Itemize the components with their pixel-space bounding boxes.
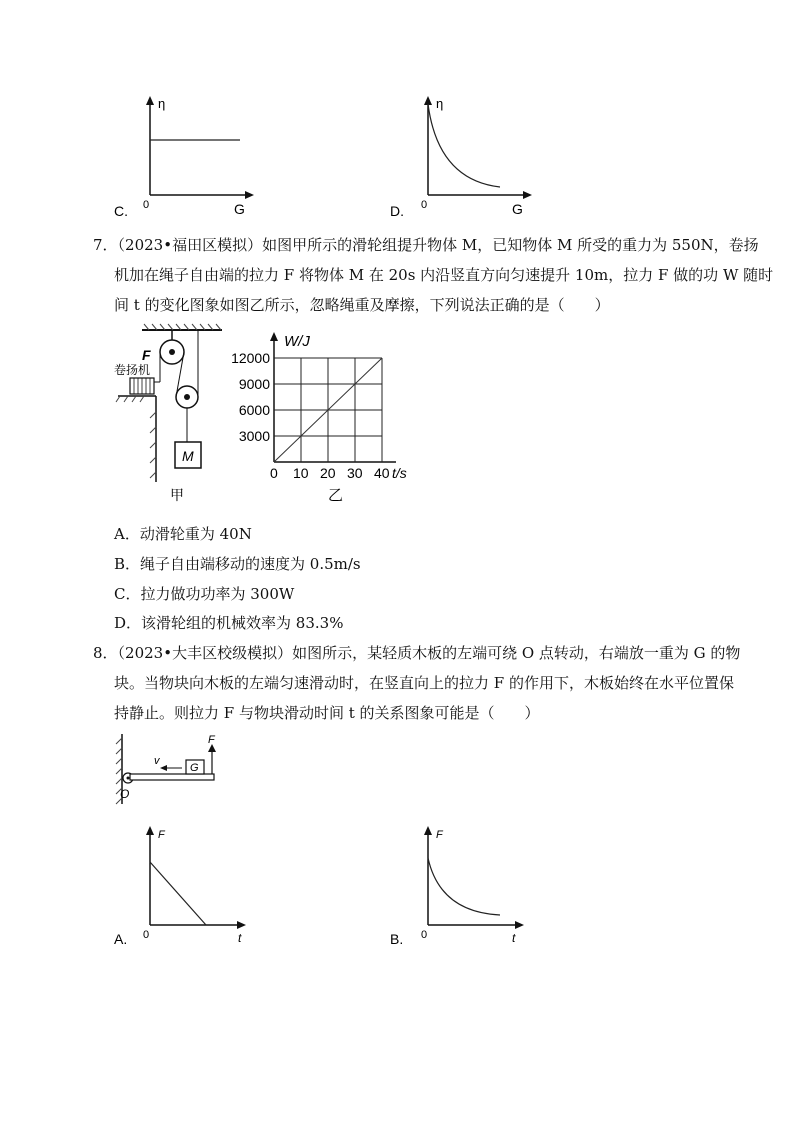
x-tick-label: 0 [270, 465, 278, 481]
q8-line-3: 持静止。则拉力 F 与物块滑动时间 t 的关系图象可能是（ ） [114, 704, 540, 722]
graph-b-x-label: t [512, 931, 516, 945]
graph-a [110, 820, 260, 950]
figure-yi-caption: 乙 [328, 487, 344, 504]
graph-d-origin: 0 [421, 199, 428, 211]
x-tick-label: 10 [293, 465, 309, 481]
graph-c-option-label: C. [114, 203, 128, 219]
force-label-q8: F [208, 734, 215, 746]
q8-line-1: 8．（2023•大丰区校级模拟）如图所示，某轻质木板的左端可绕 O 点转动，右端放一重为 G 的物 [93, 644, 741, 662]
graph-d [388, 90, 538, 220]
figure-jia [112, 322, 227, 507]
x-tick-label: 20 [320, 465, 336, 481]
q7-line-3: 间 t 的变化图象如图乙所示，忽略绳重及摩擦，下列说法正确的是（ ） [114, 296, 610, 314]
graph-b-option-label: B. [390, 931, 404, 947]
y-tick-label: 3000 [238, 428, 270, 444]
graph-a-curve [150, 862, 206, 925]
graph-b-curve [428, 858, 500, 915]
graph-a-x-label: t [238, 931, 242, 945]
velocity-label: v [154, 755, 160, 767]
w-t-chart [231, 330, 426, 510]
chart-x-label: t/s [392, 465, 407, 481]
q8-line-2: 块。当物块向木板的左端匀速滑动时，在竖直向上的拉力 F 的作用下，木板始终在水平位置保 [114, 674, 734, 692]
x-tick-label: 40 [374, 465, 390, 481]
mass-label: M [182, 448, 194, 464]
graph-c-x-label: G [234, 201, 245, 217]
graph-a-y-label: F [158, 829, 165, 841]
figure-lever [110, 732, 230, 812]
graph-b-svg [388, 820, 538, 950]
graph-c-origin: 0 [143, 199, 150, 211]
graph-d-y-label: η [436, 96, 444, 111]
graph-d-option-label: D. [390, 203, 404, 219]
graph-d-x-label: G [512, 201, 523, 217]
winch-label: 卷扬机 [114, 363, 151, 377]
graph-b-origin: 0 [421, 929, 428, 941]
pulley-diagram [112, 322, 227, 507]
block-label: G [190, 762, 199, 774]
graph-a-origin: 0 [143, 929, 150, 941]
figure-yi [231, 330, 426, 510]
q7-option-d[interactable]: D．该滑轮组的机械效率为 83.3% [114, 614, 344, 632]
graph-c [110, 90, 260, 220]
plank [130, 774, 214, 780]
graph-c-y-label: η [158, 96, 166, 111]
graph-d-curve [428, 104, 500, 187]
force-label: F [142, 347, 151, 363]
graph-d-svg [388, 90, 538, 220]
q7-option-c[interactable]: C．拉力做功功率为 300W [114, 585, 295, 603]
graph-b-y-label: F [436, 829, 443, 841]
y-tick-label: 12000 [231, 350, 270, 366]
graph-b [388, 820, 538, 950]
lever-diagram [110, 732, 230, 812]
chart-y-label: W/J [284, 333, 310, 350]
graph-c-svg [110, 90, 260, 220]
q7-line-2: 机加在绳子自由端的拉力 F 将物体 M 在 20s 内沿竖直方向匀速提升 10m，拉力 F 做的功 W 随时 [114, 266, 774, 284]
q7-option-b[interactable]: B．绳子自由端移动的速度为 0.5m/s [114, 555, 361, 573]
pivot-label: O [120, 787, 130, 801]
figure-jia-caption: 甲 [170, 487, 184, 503]
q7-line-1: 7．（2023•福田区模拟）如图甲所示的滑轮组提升物体 M，已知物体 M 所受的重力为 550N，卷扬 [93, 236, 759, 254]
x-tick-label: 30 [347, 465, 363, 481]
graph-a-option-label: A. [114, 931, 128, 947]
q7-option-a[interactable]: A．动滑轮重为 40N [114, 525, 252, 543]
y-tick-label: 9000 [238, 376, 270, 392]
y-tick-label: 6000 [238, 402, 270, 418]
graph-a-svg [110, 820, 260, 950]
